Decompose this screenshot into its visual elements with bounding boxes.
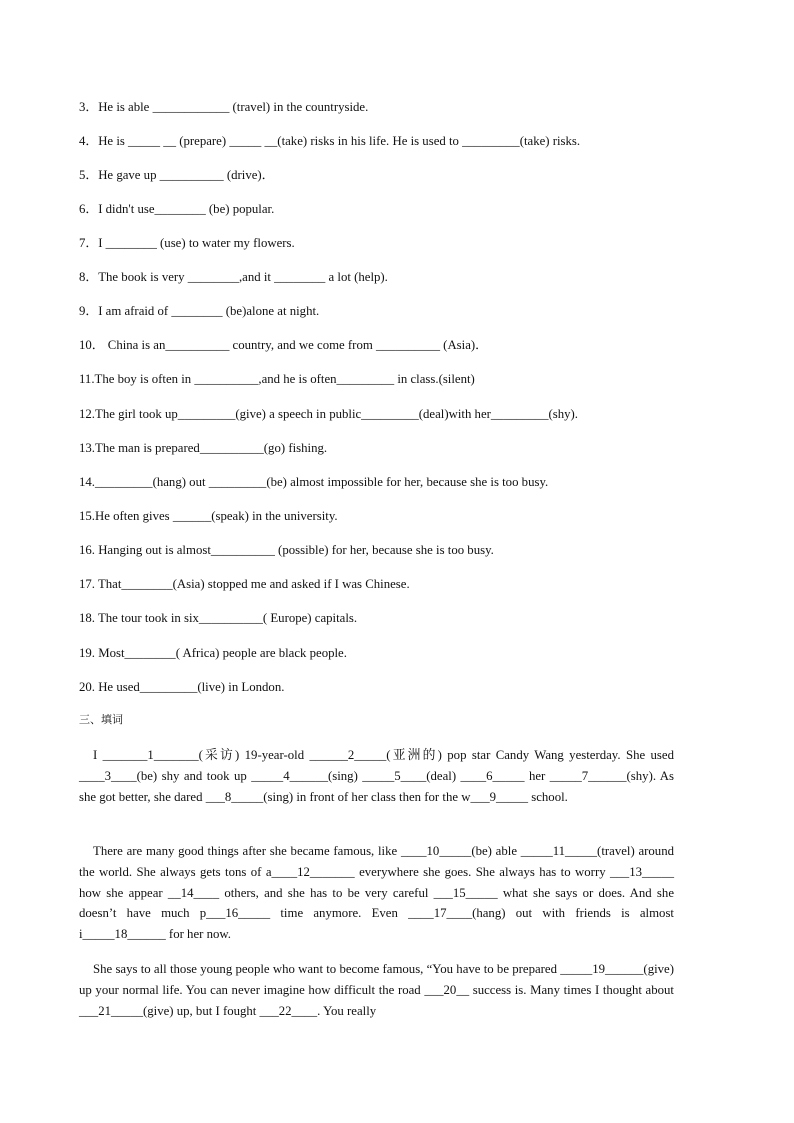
exercise-item-15: 15.He often gives ______(speak) in the university.	[79, 509, 338, 523]
exercise-item-14: 14._________(hang) out _________(be) almost impossible for her, because she is too busy.	[79, 475, 549, 489]
passage-paragraph-1: I _______1_______(采访) 19-year-old ______2_____(亚洲的) pop star Candy Wang yesterday. She used ____3____(be) shy and took up _____4______(sing) _____5____(deal) ____6_____ her _____7______(shy). As she got better, she dared ___8_____(sing) in front of her class then for the w___9_____ school.	[79, 748, 674, 804]
exercise-item-11: 11.The boy is often in __________,and he is often_________ in class.(silent)	[79, 372, 475, 386]
exercise-item-6: 6．I didn't use________ (be) popular.	[79, 202, 275, 216]
exercise-item-17: 17. That________(Asia) stopped me and asked if I was Chinese.	[79, 577, 410, 591]
exercise-item-13: 13.The man is prepared__________(go) fishing.	[79, 441, 328, 455]
passage-paragraph-2: There are many good things after she became famous, like ____10_____(be) able _____11_____(travel) around the world. She always gets tons of a____12_______ everywhere she goes. She always has to worry ___13_____ how she appear __14____ others, and she has to be very careful ___15_____ what she says or does. And she doesn’t have much p___16_____ time anymore. Even ____17____(hang) out with friends is almost i_____18______ for her now.	[79, 844, 674, 942]
exercise-item-9: 9．I am afraid of ________ (be)alone at night.	[79, 304, 320, 318]
exercise-item-10: 10． China is an__________ country, and we come from __________ (Asia)．	[79, 338, 488, 352]
section-heading: 三、填词	[79, 713, 123, 726]
exercise-item-12: 12.The girl took up_________(give) a speech in public_________(deal)with her_________(shy).	[79, 407, 578, 421]
passage-paragraph-3: She says to all those young people who want to become famous, “You have to be prepared _____19______(give) up your normal life. You can never imagine how difficult the road ___20__ success is. Many times I thought about ___21_____(give) up, but I fought ___22____. You really	[79, 962, 674, 1018]
exercise-item-4: 4．He is _____ __ (prepare) _____ __(take) risks in his life. He is used to _________(take) risks.	[79, 134, 581, 148]
exercise-item-3: 3．He is able ____________ (travel) in the countryside.	[79, 100, 369, 114]
exercise-item-16: 16. Hanging out is almost__________ (possible) for her, because she is too busy.	[79, 543, 494, 557]
exercise-item-19: 19. Most________( Africa) people are black people.	[79, 646, 347, 660]
exercise-item-5: 5．He gave up __________ (drive)．	[79, 168, 275, 182]
exercise-item-8: 8．The book is very ________,and it ________ a lot (help).	[79, 270, 388, 284]
exercise-item-7: 7．I ________ (use) to water my flowers.	[79, 236, 295, 250]
exercise-item-20: 20. He used_________(live) in London.	[79, 680, 285, 694]
exercise-item-18: 18. The tour took in six__________( Europe) capitals.	[79, 611, 358, 625]
